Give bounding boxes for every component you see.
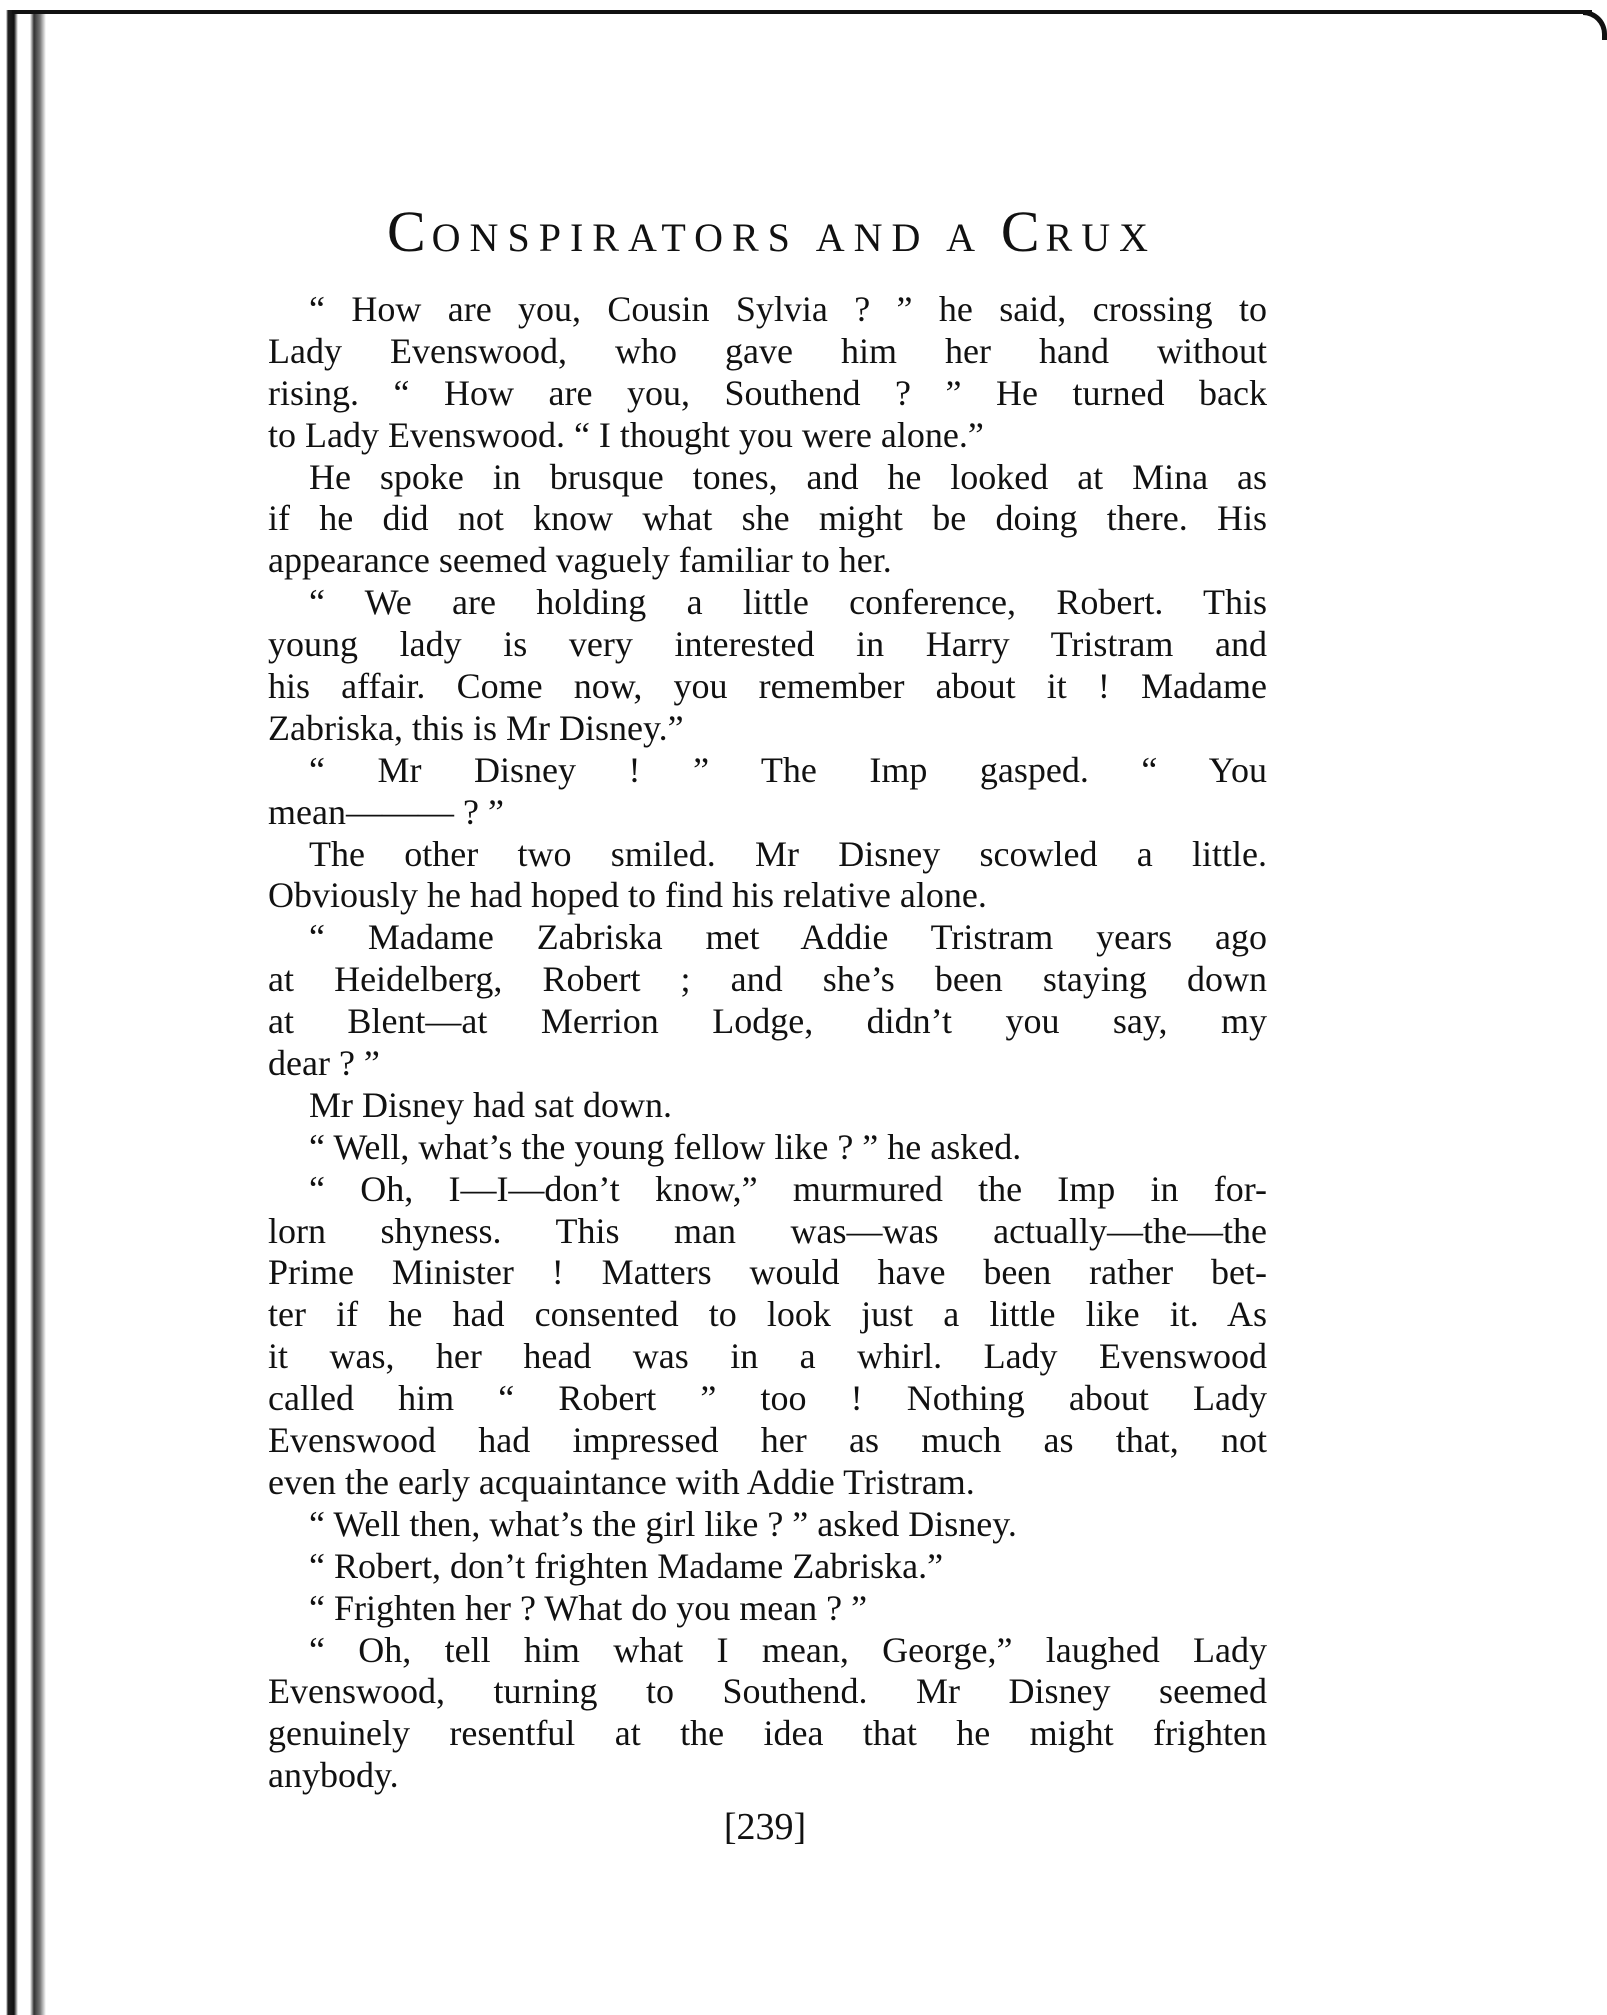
text-line: Lady Evenswood, who gave him her hand without [268,330,1267,371]
text-line: Zabriska, this is Mr Disney.” [268,707,684,748]
text-line: “ Oh, I—I—don’t know,” murmured the Imp in for- [309,1168,1267,1209]
paragraph [268,750,1267,834]
paragraph [268,1085,1267,1127]
text-line: Evenswood, turning to Southend. Mr Disney seemed [268,1671,1267,1712]
text-line: called him “ Robert ” too ! Nothing about Lady [268,1378,1267,1419]
page-number: [239] [723,1806,807,1848]
text-line: “ Madame Zabriska met Addie Tristram years ago [309,917,1267,958]
text-line: anybody. [268,1755,399,1796]
paragraph [268,1546,1267,1588]
scanned-page-edge-left [0,10,46,2015]
scanned-page-corner [1583,10,1607,40]
text-line: “ Well, what’s the young fellow like ? ” he asked. [309,1126,1022,1167]
text-line: “ How are you, Cousin Sylvia ? ” he said, crossing to [309,289,1267,329]
text-line: his affair. Come now, you remember about it ! Madame [268,666,1267,707]
text-line: “ Oh, tell him what I mean, George,” laughed Lady [309,1629,1267,1670]
text-line: “ Mr Disney ! ” The Imp gasped. “ You [309,749,1267,790]
text-line: He spoke in brusque tones, and he looked at Mina as [309,456,1267,497]
paragraph [268,1504,1267,1546]
text-line: “ Well then, what’s the girl like ? ” asked Disney. [309,1503,1017,1544]
title-word-crux: RUX [1045,215,1157,260]
text-line: lorn shyness. This man was—was actually—the—the [268,1210,1267,1251]
text-line: mean——— ? ” [268,791,504,832]
body-text [268,289,1267,1797]
text-line: Prime Minister ! Matters would have been rather bet- [268,1252,1267,1293]
text-line: The other two smiled. Mr Disney scowled a little. [309,833,1267,874]
title-word-conspirators: ONSPIRATORS [431,215,799,260]
text-line: even the early acquaintance with Addie Tristram. [268,1461,975,1502]
paragraph [268,457,1267,583]
paragraph [268,1127,1267,1169]
text-line: appearance seemed vaguely familiar to her. [268,540,892,581]
text-line: dear ? ” [268,1043,380,1084]
text-line: “ We are holding a little conference, Robert. This [309,582,1267,623]
text-line: rising. “ How are you, Southend ? ” He turned back [268,372,1267,413]
paragraph [268,917,1267,1085]
paragraph [268,1588,1267,1630]
text-line: if he did not know what she might be doing there. His [268,498,1267,539]
text-line: at Blent—at Merrion Lodge, didn’t you say, my [268,1001,1267,1042]
title-and-a: AND A [798,215,1001,260]
text-line: ter if he had consented to look just a little like it. As [268,1294,1267,1335]
scanned-page-edge-top [12,10,1592,14]
paragraph [268,582,1267,750]
text-line: at Heidelberg, Robert ; and she’s been staying down [268,959,1267,1000]
chapter-running-title [337,198,1207,265]
text-line: to Lady Evenswood. “ I thought you were alone.” [268,414,984,455]
text-line: “ Robert, don’t frighten Madame Zabriska.” [309,1545,944,1586]
paragraph [268,1630,1267,1798]
paragraph [268,834,1267,918]
text-line: genuinely resentful at the idea that he might frighten [268,1713,1267,1754]
title-initial: C [386,199,432,264]
paragraph [268,289,1267,457]
text-line: Obviously he had hoped to find his relative alone. [268,875,987,916]
text-line: Mr Disney had sat down. [309,1084,672,1125]
paragraph [268,1169,1267,1504]
text-line: Evenswood had impressed her as much as that, not [268,1420,1267,1461]
text-line: young lady is very interested in Harry Tristram and [268,624,1267,665]
title-initial: C [1000,199,1046,264]
text-line: “ Frighten her ? What do you mean ? ” [309,1587,868,1628]
text-line: it was, her head was in a whirl. Lady Evenswood [268,1336,1267,1377]
